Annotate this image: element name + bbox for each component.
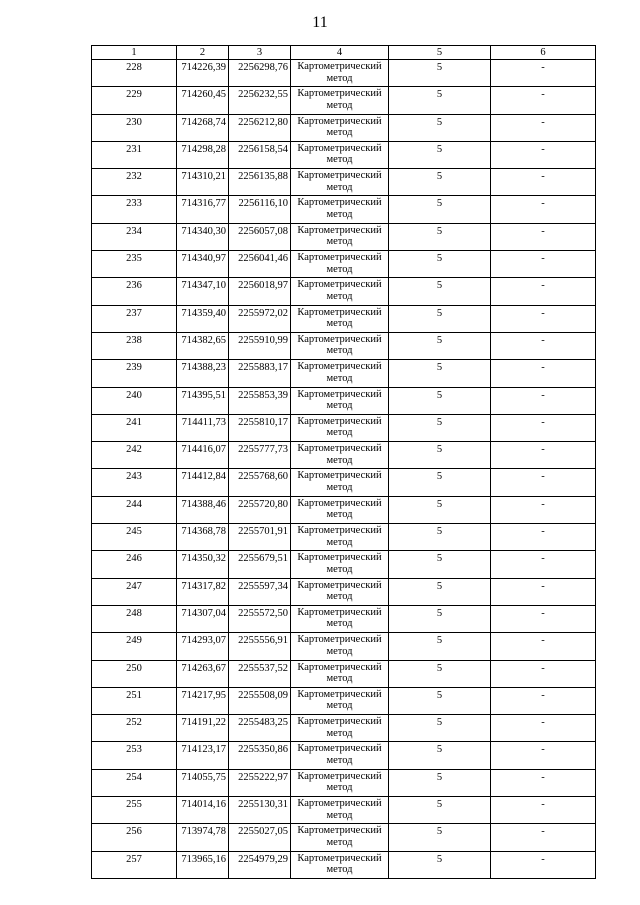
point-number-cell: 232 — [92, 169, 177, 196]
x-coordinate-cell: 714347,10 — [177, 278, 229, 305]
y-coordinate-cell: 2255537,52 — [229, 660, 291, 687]
y-coordinate-cell: 2255572,50 — [229, 605, 291, 632]
table-row — [92, 605, 596, 632]
x-coordinate-cell: 714307,04 — [177, 605, 229, 632]
table-row — [92, 251, 596, 278]
point-number-cell: 253 — [92, 742, 177, 769]
y-coordinate-cell: 2255701,91 — [229, 524, 291, 551]
x-coordinate-cell: 714316,77 — [177, 196, 229, 223]
y-coordinate-cell: 2256232,55 — [229, 87, 291, 114]
accuracy-cell: 5 — [389, 660, 491, 687]
note-cell: - — [491, 442, 596, 469]
table-row — [92, 769, 596, 796]
method-cell: Картометрический метод — [291, 387, 389, 414]
note-cell: - — [491, 633, 596, 660]
x-coordinate-cell: 714416,07 — [177, 442, 229, 469]
accuracy-cell: 5 — [389, 605, 491, 632]
x-coordinate-cell: 714293,07 — [177, 633, 229, 660]
accuracy-cell: 5 — [389, 196, 491, 223]
y-coordinate-cell: 2256158,54 — [229, 141, 291, 168]
method-cell: Картометрический метод — [291, 551, 389, 578]
note-cell: - — [491, 332, 596, 359]
point-number-cell: 254 — [92, 769, 177, 796]
x-coordinate-cell: 714310,21 — [177, 169, 229, 196]
point-number-cell: 257 — [92, 851, 177, 878]
method-cell: Картометрический метод — [291, 469, 389, 496]
note-cell: - — [491, 114, 596, 141]
accuracy-cell: 5 — [389, 551, 491, 578]
x-coordinate-cell: 714382,65 — [177, 332, 229, 359]
method-cell: Картометрический метод — [291, 414, 389, 441]
table-row — [92, 496, 596, 523]
x-coordinate-cell: 714226,39 — [177, 60, 229, 87]
x-coordinate-cell: 714359,40 — [177, 305, 229, 332]
x-coordinate-cell: 714191,22 — [177, 715, 229, 742]
accuracy-cell: 5 — [389, 223, 491, 250]
table-row — [92, 169, 596, 196]
point-number-cell: 228 — [92, 60, 177, 87]
point-number-cell: 238 — [92, 332, 177, 359]
point-number-cell: 235 — [92, 251, 177, 278]
table-row — [92, 141, 596, 168]
table-header-row — [92, 46, 596, 60]
x-coordinate-cell: 714268,74 — [177, 114, 229, 141]
y-coordinate-cell: 2255777,73 — [229, 442, 291, 469]
accuracy-cell: 5 — [389, 578, 491, 605]
method-cell: Картометрический метод — [291, 332, 389, 359]
point-number-cell: 245 — [92, 524, 177, 551]
accuracy-cell: 5 — [389, 114, 491, 141]
x-coordinate-cell: 714395,51 — [177, 387, 229, 414]
x-coordinate-cell: 714388,23 — [177, 360, 229, 387]
accuracy-cell: 5 — [389, 469, 491, 496]
point-number-cell: 241 — [92, 414, 177, 441]
x-coordinate-cell: 714350,32 — [177, 551, 229, 578]
y-coordinate-cell: 2255508,09 — [229, 687, 291, 714]
method-cell: Картометрический метод — [291, 715, 389, 742]
note-cell: - — [491, 60, 596, 87]
point-number-cell: 248 — [92, 605, 177, 632]
y-coordinate-cell: 2256041,46 — [229, 251, 291, 278]
x-coordinate-cell: 714368,78 — [177, 524, 229, 551]
accuracy-cell: 5 — [389, 141, 491, 168]
point-number-cell: 230 — [92, 114, 177, 141]
note-cell: - — [491, 824, 596, 851]
note-cell: - — [491, 196, 596, 223]
method-cell: Картометрический метод — [291, 660, 389, 687]
column-header: 1 — [92, 46, 177, 60]
x-coordinate-cell: 713974,78 — [177, 824, 229, 851]
point-number-cell: 251 — [92, 687, 177, 714]
y-coordinate-cell: 2256212,80 — [229, 114, 291, 141]
x-coordinate-cell: 714388,46 — [177, 496, 229, 523]
method-cell: Картометрический метод — [291, 578, 389, 605]
table-row — [92, 87, 596, 114]
x-coordinate-cell: 714263,67 — [177, 660, 229, 687]
x-coordinate-cell: 714123,17 — [177, 742, 229, 769]
y-coordinate-cell: 2255597,34 — [229, 578, 291, 605]
method-cell: Картометрический метод — [291, 305, 389, 332]
note-cell: - — [491, 278, 596, 305]
point-number-cell: 239 — [92, 360, 177, 387]
table-row — [92, 797, 596, 824]
y-coordinate-cell: 2256135,88 — [229, 169, 291, 196]
column-header: 6 — [491, 46, 596, 60]
y-coordinate-cell: 2255768,60 — [229, 469, 291, 496]
point-number-cell: 246 — [92, 551, 177, 578]
table-row — [92, 524, 596, 551]
column-header: 3 — [229, 46, 291, 60]
note-cell: - — [491, 496, 596, 523]
point-number-cell: 242 — [92, 442, 177, 469]
accuracy-cell: 5 — [389, 414, 491, 441]
note-cell: - — [491, 469, 596, 496]
y-coordinate-cell: 2255679,51 — [229, 551, 291, 578]
y-coordinate-cell: 2256057,08 — [229, 223, 291, 250]
x-coordinate-cell: 714340,97 — [177, 251, 229, 278]
table-row — [92, 60, 596, 87]
note-cell: - — [491, 769, 596, 796]
table-row — [92, 687, 596, 714]
method-cell: Картометрический метод — [291, 742, 389, 769]
table-body — [92, 60, 596, 879]
accuracy-cell: 5 — [389, 360, 491, 387]
method-cell: Картометрический метод — [291, 524, 389, 551]
y-coordinate-cell: 2255910,99 — [229, 332, 291, 359]
point-number-cell: 256 — [92, 824, 177, 851]
column-header: 5 — [389, 46, 491, 60]
method-cell: Картометрический метод — [291, 60, 389, 87]
y-coordinate-cell: 2255350,86 — [229, 742, 291, 769]
note-cell: - — [491, 578, 596, 605]
accuracy-cell: 5 — [389, 496, 491, 523]
page-number: 11 — [312, 14, 328, 31]
method-cell: Картометрический метод — [291, 141, 389, 168]
point-number-cell: 231 — [92, 141, 177, 168]
method-cell: Картометрический метод — [291, 223, 389, 250]
accuracy-cell: 5 — [389, 797, 491, 824]
note-cell: - — [491, 660, 596, 687]
method-cell: Картометрический метод — [291, 278, 389, 305]
accuracy-cell: 5 — [389, 824, 491, 851]
note-cell: - — [491, 223, 596, 250]
accuracy-cell: 5 — [389, 742, 491, 769]
y-coordinate-cell: 2255027,05 — [229, 824, 291, 851]
note-cell: - — [491, 687, 596, 714]
method-cell: Картометрический метод — [291, 114, 389, 141]
accuracy-cell: 5 — [389, 769, 491, 796]
method-cell: Картометрический метод — [291, 251, 389, 278]
table-row — [92, 360, 596, 387]
point-number-cell: 233 — [92, 196, 177, 223]
note-cell: - — [491, 141, 596, 168]
note-cell: - — [491, 251, 596, 278]
note-cell: - — [491, 360, 596, 387]
method-cell: Картометрический метод — [291, 633, 389, 660]
method-cell: Картометрический метод — [291, 824, 389, 851]
point-number-cell: 249 — [92, 633, 177, 660]
accuracy-cell: 5 — [389, 524, 491, 551]
y-coordinate-cell: 2255810,17 — [229, 414, 291, 441]
method-cell: Картометрический метод — [291, 169, 389, 196]
accuracy-cell: 5 — [389, 87, 491, 114]
note-cell: - — [491, 387, 596, 414]
table-row — [92, 715, 596, 742]
coordinates-table — [91, 45, 596, 879]
accuracy-cell: 5 — [389, 687, 491, 714]
accuracy-cell: 5 — [389, 633, 491, 660]
point-number-cell: 229 — [92, 87, 177, 114]
table-row — [92, 469, 596, 496]
table-row — [92, 223, 596, 250]
table-row — [92, 578, 596, 605]
table-row — [92, 660, 596, 687]
note-cell: - — [491, 524, 596, 551]
method-cell: Картометрический метод — [291, 442, 389, 469]
note-cell: - — [491, 797, 596, 824]
y-coordinate-cell: 2255483,25 — [229, 715, 291, 742]
table-row — [92, 196, 596, 223]
point-number-cell: 237 — [92, 305, 177, 332]
point-number-cell: 255 — [92, 797, 177, 824]
point-number-cell: 243 — [92, 469, 177, 496]
x-coordinate-cell: 714260,45 — [177, 87, 229, 114]
method-cell: Картометрический метод — [291, 687, 389, 714]
point-number-cell: 252 — [92, 715, 177, 742]
note-cell: - — [491, 605, 596, 632]
table-row — [92, 442, 596, 469]
y-coordinate-cell: 2255130,31 — [229, 797, 291, 824]
y-coordinate-cell: 2255853,39 — [229, 387, 291, 414]
accuracy-cell: 5 — [389, 332, 491, 359]
method-cell: Картометрический метод — [291, 360, 389, 387]
table-row — [92, 551, 596, 578]
accuracy-cell: 5 — [389, 387, 491, 414]
note-cell: - — [491, 851, 596, 878]
accuracy-cell: 5 — [389, 251, 491, 278]
x-coordinate-cell: 714055,75 — [177, 769, 229, 796]
point-number-cell: 236 — [92, 278, 177, 305]
table-row — [92, 742, 596, 769]
x-coordinate-cell: 714411,73 — [177, 414, 229, 441]
method-cell: Картометрический метод — [291, 769, 389, 796]
method-cell: Картометрический метод — [291, 797, 389, 824]
accuracy-cell: 5 — [389, 278, 491, 305]
note-cell: - — [491, 742, 596, 769]
x-coordinate-cell: 714412,84 — [177, 469, 229, 496]
accuracy-cell: 5 — [389, 851, 491, 878]
point-number-cell: 244 — [92, 496, 177, 523]
note-cell: - — [491, 715, 596, 742]
point-number-cell: 240 — [92, 387, 177, 414]
x-coordinate-cell: 714317,82 — [177, 578, 229, 605]
note-cell: - — [491, 551, 596, 578]
x-coordinate-cell: 714217,95 — [177, 687, 229, 714]
table-row — [92, 851, 596, 878]
y-coordinate-cell: 2255556,91 — [229, 633, 291, 660]
note-cell: - — [491, 169, 596, 196]
x-coordinate-cell: 713965,16 — [177, 851, 229, 878]
x-coordinate-cell: 714340,30 — [177, 223, 229, 250]
method-cell: Картометрический метод — [291, 851, 389, 878]
table-row — [92, 305, 596, 332]
accuracy-cell: 5 — [389, 715, 491, 742]
accuracy-cell: 5 — [389, 169, 491, 196]
point-number-cell: 247 — [92, 578, 177, 605]
point-number-cell: 250 — [92, 660, 177, 687]
accuracy-cell: 5 — [389, 60, 491, 87]
column-header: 2 — [177, 46, 229, 60]
table-row — [92, 387, 596, 414]
y-coordinate-cell: 2256298,76 — [229, 60, 291, 87]
x-coordinate-cell: 714014,16 — [177, 797, 229, 824]
method-cell: Картометрический метод — [291, 496, 389, 523]
point-number-cell: 234 — [92, 223, 177, 250]
table-row — [92, 633, 596, 660]
x-coordinate-cell: 714298,28 — [177, 141, 229, 168]
accuracy-cell: 5 — [389, 305, 491, 332]
method-cell: Картометрический метод — [291, 605, 389, 632]
table-row — [92, 278, 596, 305]
y-coordinate-cell: 2255720,80 — [229, 496, 291, 523]
note-cell: - — [491, 414, 596, 441]
table-row — [92, 114, 596, 141]
method-cell: Картометрический метод — [291, 87, 389, 114]
y-coordinate-cell: 2254979,29 — [229, 851, 291, 878]
y-coordinate-cell: 2255222,97 — [229, 769, 291, 796]
table-row — [92, 332, 596, 359]
table-row — [92, 414, 596, 441]
y-coordinate-cell: 2255883,17 — [229, 360, 291, 387]
y-coordinate-cell: 2255972,02 — [229, 305, 291, 332]
column-header: 4 — [291, 46, 389, 60]
note-cell: - — [491, 305, 596, 332]
y-coordinate-cell: 2256018,97 — [229, 278, 291, 305]
method-cell: Картометрический метод — [291, 196, 389, 223]
note-cell: - — [491, 87, 596, 114]
y-coordinate-cell: 2256116,10 — [229, 196, 291, 223]
accuracy-cell: 5 — [389, 442, 491, 469]
table-row — [92, 824, 596, 851]
